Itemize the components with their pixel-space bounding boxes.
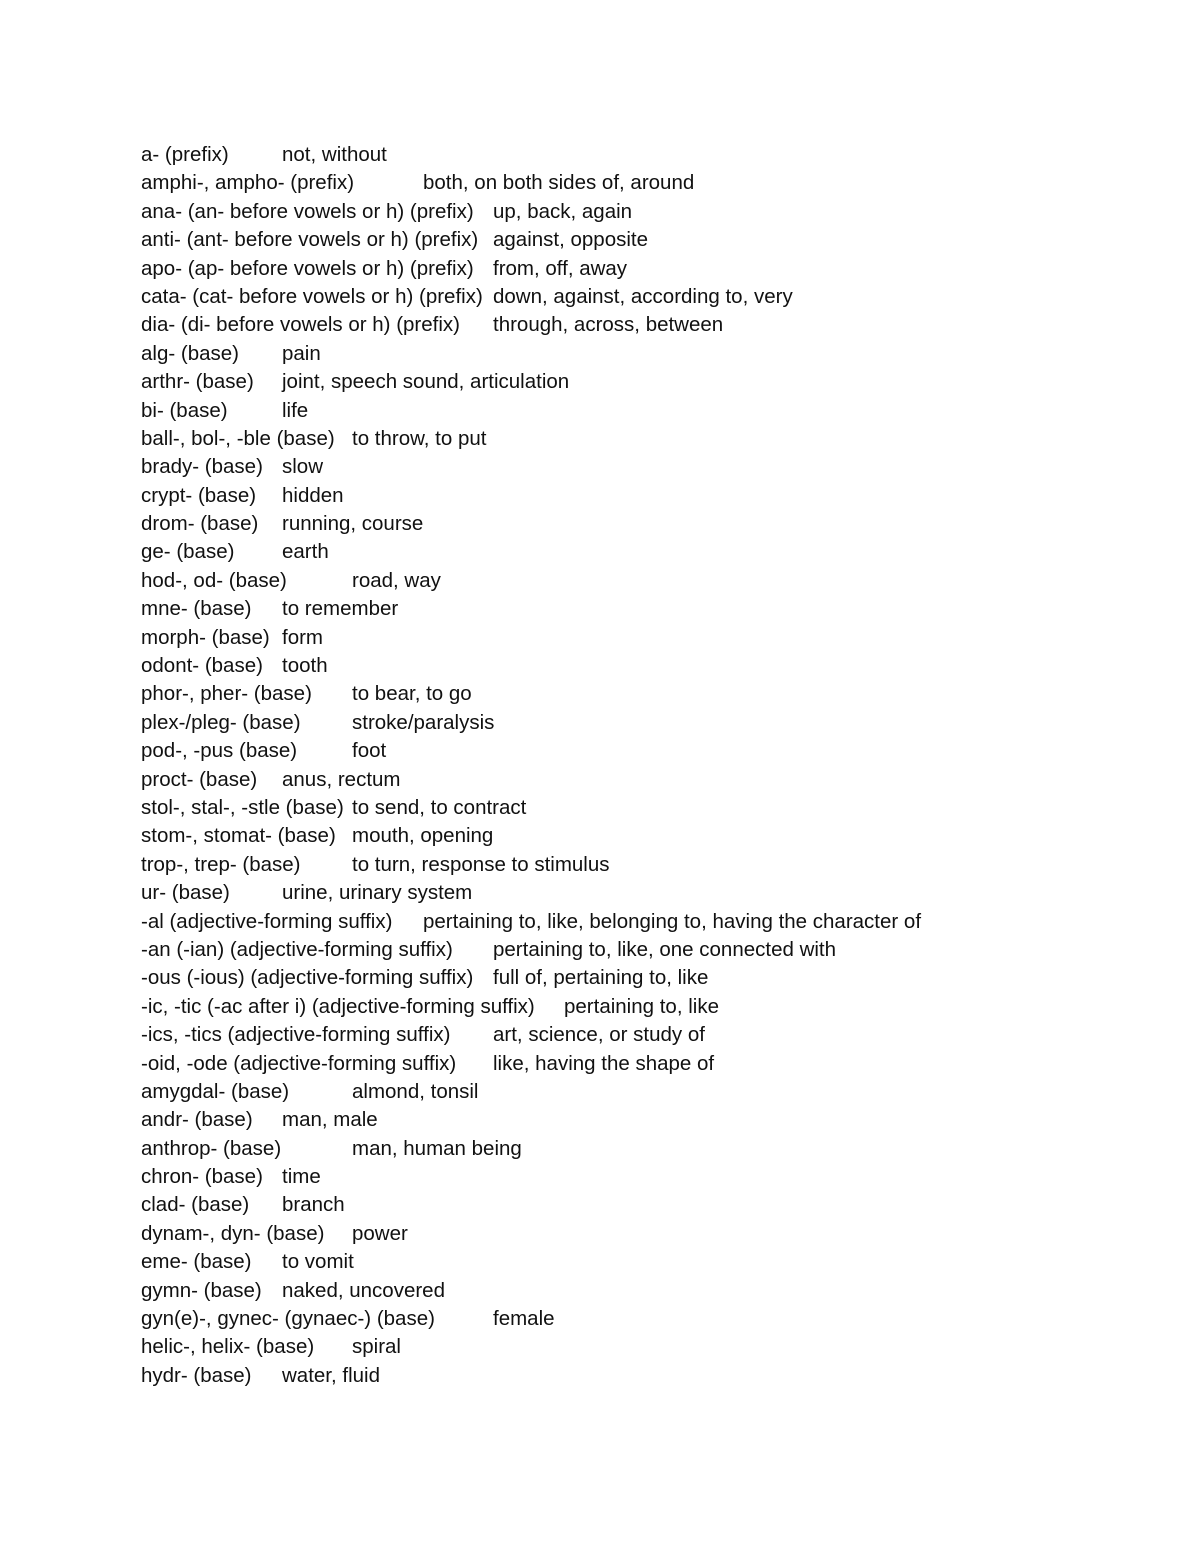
- list-item: [141, 709, 1101, 737]
- entry-term: -an (-ian) (adjective-forming suffix): [141, 937, 453, 961]
- list-item: [141, 936, 1101, 964]
- entry-definition: naked, uncovered: [282, 1278, 445, 1302]
- entry-definition: to remember: [282, 597, 399, 621]
- list-item: [141, 1220, 1101, 1248]
- entry-definition: against, opposite: [493, 228, 649, 252]
- list-item: [141, 1021, 1101, 1049]
- list-item: [141, 766, 1101, 794]
- entry-term: brady- (base): [141, 455, 263, 479]
- entry-definition: tooth: [282, 654, 328, 678]
- entry-term: crypt- (base): [141, 483, 257, 507]
- entry-definition: almond, tonsil: [352, 1079, 479, 1103]
- list-item: [141, 368, 1101, 396]
- list-item: [141, 964, 1101, 992]
- list-item: [141, 908, 1101, 936]
- entry-term: clad- (base): [141, 1193, 250, 1217]
- entry-term: eme- (base): [141, 1250, 252, 1274]
- entry-term: chron- (base): [141, 1165, 263, 1189]
- entry-definition: mouth, opening: [352, 824, 494, 848]
- entry-term: ball-, bol-, -ble (base): [141, 426, 335, 450]
- entry-definition: stroke/paralysis: [352, 710, 495, 734]
- list-item: [141, 226, 1101, 254]
- entry-term: andr- (base): [141, 1108, 253, 1132]
- entry-term: a- (prefix): [141, 143, 229, 166]
- entry-definition: road, way: [352, 568, 441, 592]
- entry-definition: to send, to contract: [352, 795, 527, 819]
- entry-definition: power: [352, 1221, 408, 1245]
- entry-term: -oid, -ode (adjective-forming suffix): [141, 1051, 457, 1075]
- entry-term: hod-, od- (base): [141, 568, 287, 592]
- entry-term: alg- (base): [141, 341, 239, 365]
- entry-term: ge- (base): [141, 540, 235, 564]
- list-item: [141, 538, 1101, 566]
- entry-term: ur- (base): [141, 881, 230, 905]
- list-item: [141, 453, 1101, 481]
- entry-definition: pertaining to, like, belonging to, having the character of: [423, 909, 922, 933]
- entry-definition: joint, speech sound, articulation: [282, 370, 570, 394]
- entry-definition: female: [493, 1307, 555, 1331]
- entry-term: anthrop- (base): [141, 1136, 282, 1160]
- entry-definition: to throw, to put: [352, 426, 487, 450]
- glossary-list: [141, 141, 1101, 1390]
- list-item: [141, 737, 1101, 765]
- entry-term: bi- (base): [141, 398, 228, 422]
- entry-term: helic-, helix- (base): [141, 1335, 315, 1359]
- list-item: [141, 340, 1101, 368]
- entry-term: amygdal- (base): [141, 1079, 290, 1103]
- entry-term: plex-/pleg- (base): [141, 710, 301, 734]
- entry-term: trop-, trep- (base): [141, 852, 301, 876]
- entry-term: pod-, -pus (base): [141, 739, 298, 763]
- entry-term: morph- (base): [141, 625, 270, 649]
- list-item: [141, 482, 1101, 510]
- entry-term: dynam-, dyn- (base): [141, 1221, 325, 1245]
- entry-term: arthr- (base): [141, 370, 254, 394]
- entry-term: ana- (an- before vowels or h) (prefix): [141, 199, 474, 223]
- list-item: [141, 1277, 1101, 1305]
- entry-definition: to bear, to go: [352, 682, 472, 706]
- entry-definition: man, male: [282, 1108, 378, 1132]
- entry-definition: like, having the shape of: [493, 1051, 715, 1075]
- entry-definition: not, without: [282, 143, 387, 166]
- entry-definition: branch: [282, 1193, 345, 1217]
- entry-definition: full of, pertaining to, like: [493, 966, 709, 990]
- entry-definition: pain: [282, 341, 321, 365]
- entry-term: apo- (ap- before vowels or h) (prefix): [141, 256, 474, 280]
- entry-term: amphi-, ampho- (prefix): [141, 171, 355, 195]
- list-item: [141, 1362, 1101, 1390]
- entry-term: proct- (base): [141, 767, 258, 791]
- entry-term: drom- (base): [141, 512, 259, 536]
- entry-term: odont- (base): [141, 654, 263, 678]
- list-item: [141, 567, 1101, 595]
- entry-term: mne- (base): [141, 597, 252, 621]
- entry-term: -ic, -tic (-ac after i) (adjective-forming suffix): [141, 994, 535, 1018]
- list-item: [141, 993, 1101, 1021]
- list-item: [141, 624, 1101, 652]
- entry-definition: running, course: [282, 512, 424, 536]
- list-item: [141, 1106, 1101, 1134]
- entry-definition: to turn, response to stimulus: [352, 852, 610, 876]
- list-item: [141, 311, 1101, 339]
- entry-definition: urine, urinary system: [282, 881, 473, 905]
- entry-term: gymn- (base): [141, 1278, 262, 1302]
- list-item: [141, 879, 1101, 907]
- list-item: [141, 255, 1101, 283]
- entry-definition: anus, rectum: [282, 767, 401, 791]
- entry-definition: foot: [352, 739, 387, 763]
- list-item: [141, 1333, 1101, 1361]
- entry-definition: up, back, again: [493, 199, 633, 223]
- entry-term: dia- (di- before vowels or h) (prefix): [141, 313, 460, 337]
- list-item: [141, 283, 1101, 311]
- entry-definition: both, on both sides of, around: [423, 171, 695, 195]
- list-item: [141, 169, 1101, 197]
- list-item: [141, 425, 1101, 453]
- entry-definition: life: [282, 398, 309, 422]
- list-item: [141, 1078, 1101, 1106]
- list-item: [141, 1305, 1101, 1333]
- entry-definition: pertaining to, like, one connected with: [493, 937, 837, 961]
- entry-term: hydr- (base): [141, 1363, 252, 1387]
- list-item: [141, 1163, 1101, 1191]
- list-item: [141, 1050, 1101, 1078]
- list-item: [141, 794, 1101, 822]
- entry-definition: through, across, between: [493, 313, 724, 337]
- list-item: [141, 1248, 1101, 1276]
- list-item: [141, 198, 1101, 226]
- entry-definition: down, against, according to, very: [493, 284, 793, 308]
- list-item: [141, 680, 1101, 708]
- entry-definition: water, fluid: [282, 1363, 380, 1387]
- entry-term: stom-, stomat- (base): [141, 824, 336, 848]
- entry-definition: art, science, or study of: [493, 1023, 705, 1047]
- list-item: [141, 397, 1101, 425]
- list-item: [141, 510, 1101, 538]
- entry-definition: slow: [282, 455, 324, 479]
- entry-definition: spiral: [352, 1335, 401, 1359]
- entry-definition: earth: [282, 540, 329, 564]
- entry-term: cata- (cat- before vowels or h) (prefix): [141, 284, 483, 308]
- list-item: [141, 822, 1101, 850]
- entry-term: gyn(e)-, gynec- (gynaec-) (base): [141, 1307, 435, 1331]
- entry-term: phor-, pher- (base): [141, 682, 312, 706]
- list-item: [141, 851, 1101, 879]
- entry-definition: time: [282, 1165, 321, 1189]
- entry-term: -ous (-ious) (adjective-forming suffix): [141, 966, 474, 990]
- list-item: [141, 1135, 1101, 1163]
- entry-definition: hidden: [282, 483, 344, 507]
- entry-term: anti- (ant- before vowels or h) (prefix): [141, 228, 479, 252]
- entry-term: stol-, stal-, -stle (base): [141, 795, 344, 819]
- entry-definition: from, off, away: [493, 256, 628, 280]
- entry-term: -ics, -tics (adjective-forming suffix): [141, 1023, 451, 1047]
- list-item: [141, 652, 1101, 680]
- list-item: [141, 1191, 1101, 1219]
- list-item: [141, 141, 1101, 169]
- entry-definition: pertaining to, like: [564, 994, 719, 1018]
- list-item: [141, 595, 1101, 623]
- entry-definition: man, human being: [352, 1136, 522, 1160]
- entry-definition: to vomit: [282, 1250, 354, 1274]
- entry-term: -al (adjective-forming suffix): [141, 909, 393, 933]
- entry-definition: form: [282, 625, 323, 649]
